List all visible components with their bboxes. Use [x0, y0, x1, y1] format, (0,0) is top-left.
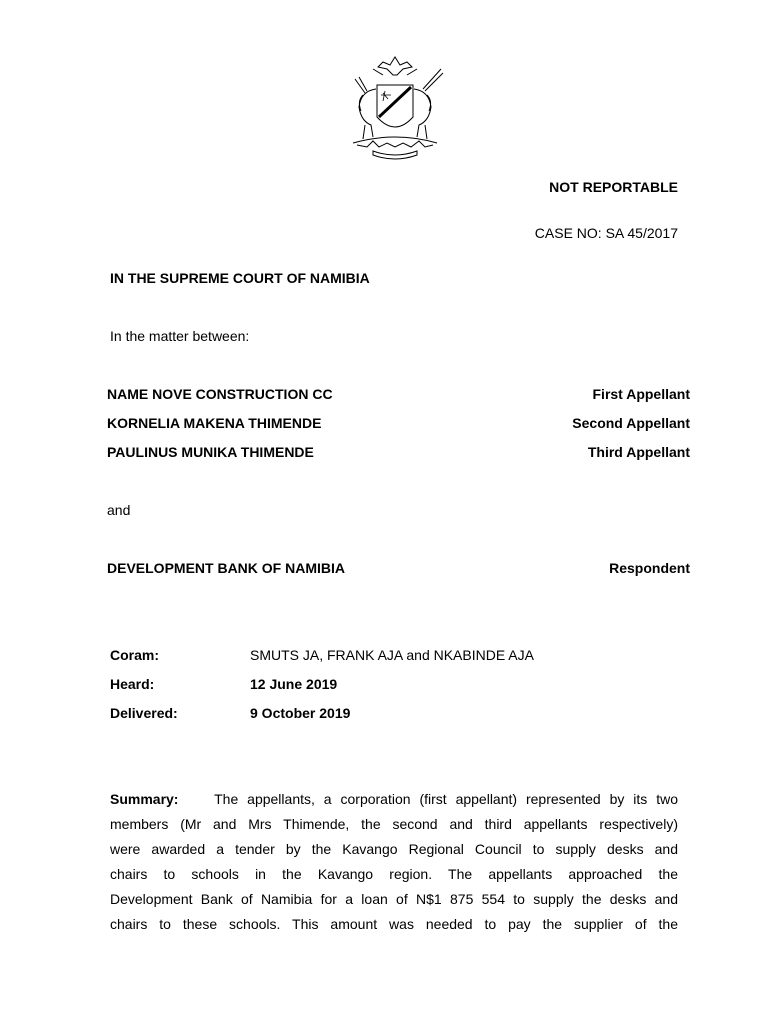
summary-line: chairs to schools in the Kavango region. The appellants approached the [110, 866, 678, 882]
respondent-name: DEVELOPMENT BANK OF NAMIBIA [107, 560, 345, 576]
delivered-label: Delivered: [110, 705, 178, 721]
appellant-3-role: Third Appellant [587, 444, 690, 460]
appellant-1-name: NAME NOVE CONSTRUCTION CC [107, 386, 333, 402]
not-reportable-label: NOT REPORTABLE [549, 179, 678, 195]
appellant-2-role: Second Appellant [572, 415, 690, 431]
delivered-value: 9 October 2019 [250, 705, 351, 721]
coram-label: Coram: [110, 647, 160, 663]
summary-paragraph [110, 787, 678, 937]
and-separator: and [107, 502, 131, 518]
summary-line: members (Mr and Mrs Thimende, the second and third appellants respectively) [110, 816, 678, 832]
summary-line: chairs to these schools. This amount was needed to pay the supplier of the [110, 916, 678, 932]
coram-value: SMUTS JA, FRANK AJA and NKABINDE AJA [250, 647, 534, 663]
case-number: CASE NO: SA 45/2017 [534, 225, 678, 241]
appellant-3-name: PAULINUS MUNIKA THIMENDE [107, 444, 314, 460]
appellant-2-name: KORNELIA MAKENA THIMENDE [107, 415, 322, 431]
summary-line: Development Bank of Namibia for a loan of N$1 875 554 to supply the desks and [110, 891, 678, 907]
heard-label: Heard: [110, 676, 155, 692]
summary-line: Summary: The appellants, a corporation (first appellant) represented by its two [110, 791, 678, 807]
coat-of-arms-crest [343, 55, 447, 161]
matter-between-label: In the matter between: [110, 328, 250, 344]
appellant-1-role: First Appellant [592, 386, 690, 402]
respondent-role: Respondent [609, 560, 690, 576]
heard-value: 12 June 2019 [250, 676, 338, 692]
summary-line: were awarded a tender by the Kavango Regional Council to supply desks and [110, 841, 678, 857]
summary-label: Summary: [110, 791, 179, 807]
court-title: IN THE SUPREME COURT OF NAMIBIA [110, 270, 370, 286]
